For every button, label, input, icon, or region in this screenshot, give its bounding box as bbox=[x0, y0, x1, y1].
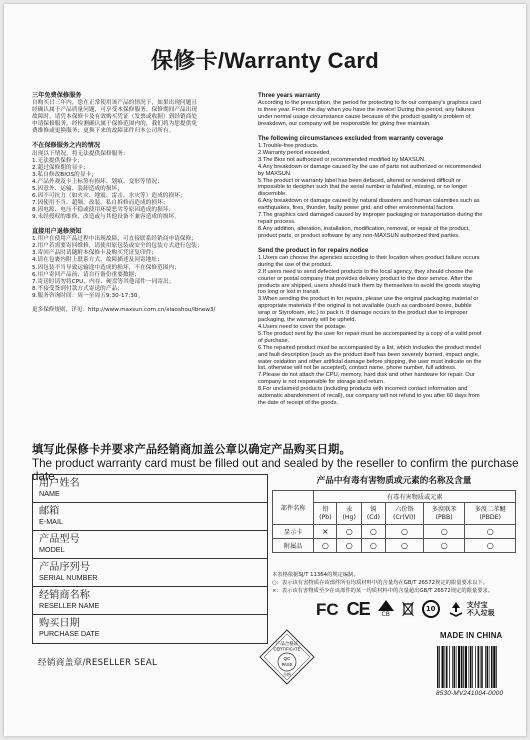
left_column-section bbox=[32, 142, 254, 221]
section-line: 费维修或更换服务；更换下来的故障部件归本公司所有。 bbox=[32, 128, 175, 135]
table-cell: ○ bbox=[465, 539, 516, 553]
barcode-bar bbox=[470, 646, 472, 688]
section-line: product parts, or product software by any non-MAXSUN authorized third parties. bbox=[258, 232, 460, 239]
section-line: 申请保修服务。经检测确认属于保修范围内的，我们将为您提供免 bbox=[32, 121, 198, 128]
section-line: 3.私自修改BIOS的显卡； bbox=[32, 171, 97, 178]
section-line: 9.服务咨询时间：周一至周五9:30-17:30。 bbox=[32, 292, 144, 299]
barcode-bar bbox=[449, 646, 450, 688]
section-line: under normal usage circumstance cause because of the product quality's problem of bbox=[258, 114, 471, 121]
section-line: 4.Any breakdown or damage caused by the use of parts not authorized or recommended bbox=[258, 163, 482, 170]
section-line: 5.The product or warranty label has been defaced, altered or rendered difficult or bbox=[258, 177, 461, 184]
section-line: list, otherwise will not be accepted), contact name, phone number, full address. bbox=[258, 365, 457, 372]
hazard-note: ○：表示该有害物质在该部件所有均质材料中的含量均在GB/T 26572规定的限量要求以下。 bbox=[272, 580, 489, 586]
recycle-logo: 支付宝 不入垃圾 bbox=[448, 601, 495, 617]
section-heading: 直接用户退修须知 bbox=[32, 228, 82, 236]
barcode-bar bbox=[493, 646, 495, 688]
left_column-section bbox=[32, 228, 254, 300]
section-line: 2.用户若需要寄回维修，请使用原包装或安全的包装方式进行包装； bbox=[32, 243, 203, 250]
field-label-cn: 产品序列号 bbox=[39, 562, 90, 573]
substance-header: 镉 (Cd) bbox=[361, 503, 385, 525]
english-terms bbox=[258, 92, 502, 414]
section-line: 5.The product sent by the user for repair must be accompanied by a copy of a valid proof bbox=[258, 330, 482, 337]
section-line: packaging, the warranty will be upheld. bbox=[258, 317, 357, 324]
barcode bbox=[436, 646, 518, 688]
substance-header: 多溴二苯醚 (PBDE) bbox=[465, 503, 516, 525]
section-line: impossible to decipher such that the serial number is falsified, missing, or no longer bbox=[258, 184, 468, 191]
form-field-name[interactable] bbox=[33, 475, 267, 503]
field-label-cn: 用户姓名 bbox=[39, 478, 80, 489]
section-line: According to the prescription, the period for protecting to fix our company's graphics card bbox=[258, 100, 482, 107]
form-field-model[interactable] bbox=[33, 531, 267, 559]
right_column-section bbox=[258, 92, 502, 128]
table-cell: ○ bbox=[337, 539, 361, 553]
hazard-notes bbox=[272, 571, 516, 595]
barcode-bar bbox=[461, 646, 463, 688]
section-line: by MAXSUN. bbox=[258, 170, 292, 177]
field-label-en: MODEL bbox=[39, 545, 65, 554]
section-line: repair process. bbox=[258, 219, 296, 225]
section-line: 1.用户在使用产品过程中出现故障，可直接联系经销商申请保修； bbox=[32, 236, 197, 243]
section-line: products are shipped, users should track them by themselves to avoid the goods staying bbox=[258, 282, 481, 289]
substance-header: 多溴联苯 (PBB) bbox=[424, 503, 465, 525]
section-line: 3.寄回产品时请随附本保修卡及购买凭证复印件； bbox=[32, 250, 158, 257]
warranty-website-link[interactable]: 更多保修规则，详见：http://www.maxsun.com.cn/xiaoshou/lbnew3/ bbox=[32, 306, 216, 313]
svg-text:PASS: PASS bbox=[281, 662, 293, 667]
weee-bin-icon bbox=[402, 601, 414, 617]
section-line: during the use of the product. bbox=[258, 261, 332, 268]
section-line: 3.When sending the product in for repairs, please use the original packaging material or bbox=[258, 296, 479, 303]
table-cell: ○ bbox=[361, 525, 385, 539]
reseller-seal-label: 经销商盖章/RESELLER SEAL bbox=[38, 658, 158, 668]
section-line: 2.超过保修期的显卡； bbox=[32, 164, 89, 171]
section-line: earthquakes, fires, thunder, faulty power grid, and other environmental factors. bbox=[258, 205, 455, 212]
section-line: 9.未经授权的维修、改造或与其他设备不兼容造成的损坏。 bbox=[32, 214, 180, 221]
fc-logo: FC bbox=[316, 599, 339, 619]
group-header: 有毒有害物质或元素 bbox=[314, 491, 516, 503]
section-line: 7.因使用不当、超频、改装、私自拆修而造成的损坏； bbox=[32, 199, 169, 206]
table-cell: ○ bbox=[337, 525, 361, 539]
hazard-table-title: 产品中有毒有害物质或元素的名称及含量 bbox=[316, 476, 472, 486]
barcode-bar bbox=[491, 646, 493, 688]
section-line: 8.For unclaimed products (including products with incorrect contact information and bbox=[258, 386, 468, 393]
ten-year-efup-icon: 10 bbox=[422, 600, 440, 618]
section-line: 6.因不可抗力（如火灾、地震、雷击、水灾等）造成的损坏； bbox=[32, 192, 186, 199]
barcode-bar bbox=[469, 646, 470, 688]
table-row: 附属品 ○ ○ ○ ○ ○ ○ bbox=[273, 539, 516, 553]
section-heading: 三年免费保修服务 bbox=[32, 92, 82, 99]
section-line: 1.Trouble-free products. bbox=[258, 143, 319, 150]
part-header: 部件名称 bbox=[273, 491, 314, 525]
section-line: 8.不接受货到付款方式寄送的产品； bbox=[32, 285, 123, 292]
hazard-note: 本表格依据SJ/T 11364的规定编制。 bbox=[272, 572, 359, 578]
section-line: 自购买日三年内，您在正常使用该产品的情况下，如果出现问题且 bbox=[32, 100, 198, 107]
cb-logo: CB bbox=[378, 600, 394, 618]
field-label-cn: 经销商名称 bbox=[39, 590, 90, 601]
barcode-bar bbox=[487, 646, 489, 688]
field-label-en: E-MAIL bbox=[39, 517, 63, 526]
substance-header: 六价铬 (Cr(VI)) bbox=[385, 503, 423, 525]
table-cell: ○ bbox=[361, 539, 385, 553]
barcode-bar bbox=[439, 646, 440, 688]
field-label-en: NAME bbox=[39, 489, 60, 498]
section-line: 6.Any breakdown or damage caused by natural disasters and human calamities such as bbox=[258, 198, 480, 205]
substance-header: 铅 (Pb) bbox=[314, 503, 337, 525]
barcode-number: 8530-MV241004-0000 bbox=[436, 690, 504, 697]
table-cell: ○ bbox=[385, 525, 423, 539]
form-field-serial-number[interactable] bbox=[33, 559, 267, 587]
barcode-bar bbox=[472, 646, 473, 688]
section-line: 7.Please do not attach the CPU, memory, hard disk and other hardware for repair. Our bbox=[258, 372, 475, 379]
field-label-en: PURCHASE DATE bbox=[39, 629, 100, 638]
table-row: 显示卡 × ○ ○ ○ ○ ○ bbox=[273, 525, 516, 539]
barcode-bar bbox=[481, 646, 483, 688]
field-label-cn: 产品型号 bbox=[39, 534, 80, 545]
certification-logos bbox=[316, 598, 495, 620]
section-line: 4.产品外观及卡上标签有损坏、划痕、变形等情况； bbox=[32, 178, 163, 185]
section-line: 6.用户寄回产品前，请自行备份重要数据； bbox=[32, 271, 141, 278]
section-line: 5.因包装不当导致运输途中造成的损坏，不在保修范围内； bbox=[32, 264, 180, 271]
triangle-icon bbox=[378, 600, 394, 611]
barcode-bar bbox=[463, 646, 464, 688]
section-line: discernible. bbox=[258, 191, 287, 198]
section-line: water oxidation and other artificial damage before shipping, the user must indicate on the bbox=[258, 358, 482, 365]
section-line: courier or postal company that provides delivery product to the door service. After the bbox=[258, 275, 473, 282]
section-line: automatic abandonment of recall), our company will not refund to you after 60 days from bbox=[258, 393, 480, 400]
left_column-section bbox=[32, 92, 254, 135]
right_column-section bbox=[258, 135, 502, 240]
section-line: appropriate materials if the original is not available (such as cardboard boxes, bubble bbox=[258, 303, 472, 310]
section-line: 3.The Bios not authorized or recommended modified by MAXSUN. bbox=[258, 156, 426, 163]
barcode-bar bbox=[458, 646, 460, 688]
section-line: 4.请在包裹内附上联系方式、故障描述及回寄地址； bbox=[32, 257, 163, 264]
form-field-purchase-date[interactable] bbox=[33, 615, 267, 643]
svg-text:QC: QC bbox=[283, 656, 291, 661]
section-line: 7.The graphics card damaged caused by improper packaging or transportation during the bbox=[258, 212, 483, 219]
section-line: the date of receipt of the goods. bbox=[258, 399, 338, 406]
field-label-en: SERIAL NUMBER bbox=[39, 573, 98, 582]
barcode-bar bbox=[442, 646, 444, 688]
table-cell: ○ bbox=[314, 539, 337, 553]
section-line: and fault description (such as the product itself has been severely burned, impact angle, bbox=[258, 351, 480, 358]
section-heading: The following circumstances excluded from warranty coverage bbox=[258, 134, 444, 142]
section-line: 8.Any addition, alteration, installation, modification, removal, or repair of the product, bbox=[258, 225, 470, 232]
section-line: 6.The repaired product must be accompanied by a list, which includes the product model bbox=[258, 344, 481, 351]
section-line: 1.Users can choose the agencies according to their location when product failure occurs bbox=[258, 254, 480, 261]
section-line: 8.因电源、电压不稳或使用环境恶劣等原因造成的损坏； bbox=[32, 207, 175, 214]
barcode-bar bbox=[480, 646, 481, 688]
section-line: 7.寄送时请勿将CPU、内存、硬盘等其他部件一同寄出； bbox=[32, 278, 175, 285]
table-cell: ○ bbox=[424, 525, 465, 539]
section-line: 故障时，请凭本保修卡及有效购买凭证（发票或收据）到经销商处 bbox=[32, 114, 198, 121]
field-label-cn: 购买日期 bbox=[39, 618, 80, 629]
section-line: company is not responsible for storage and return. bbox=[258, 379, 385, 386]
section-line: of purchase. bbox=[258, 337, 290, 344]
barcode-bar bbox=[454, 646, 456, 688]
table-cell: × bbox=[314, 525, 337, 539]
barcode-bar bbox=[478, 646, 480, 688]
section-line: wrap or Styrofoam, etc.) to pack it. If damage occurs to the product due to improper bbox=[258, 310, 468, 317]
hazard-note: ×：表示该有害物质至少在该部件的某一均质材料中的含量超出GB/T 26572规定的限量要求。 bbox=[272, 588, 494, 594]
section-heading: Send the product in for repairs notice bbox=[258, 246, 369, 254]
barcode-bar bbox=[485, 646, 486, 688]
field-label-en: RESELLER NAME bbox=[39, 601, 100, 610]
section-heading: Three years warranty bbox=[258, 92, 321, 99]
svg-text:合格: 合格 bbox=[283, 672, 291, 677]
barcode-bar bbox=[496, 646, 497, 688]
qc-pass-stamp bbox=[258, 628, 316, 686]
section-line: is three year. From the day when you have the invoice! During this period, any failures bbox=[258, 107, 475, 114]
section-line: breakdown, our company will be responsible for giving free maintain. bbox=[258, 120, 431, 127]
table-cell: ○ bbox=[424, 539, 465, 553]
page-title: 保修卡/Warranty Card bbox=[151, 48, 379, 73]
section-line: 5.因意外、运输、装卸造成的损坏； bbox=[32, 185, 123, 192]
notice-chinese: 填写此保修卡并要求产品经销商加盖公章以确定产品购买日期。 bbox=[32, 443, 351, 456]
section-line: 经确认属于产品质量问题，可享受本保修服务。保修期间产品出现 bbox=[32, 107, 198, 114]
barcode-bar bbox=[445, 646, 446, 688]
field-label-cn: 邮箱 bbox=[39, 506, 60, 517]
barcode-bar bbox=[452, 646, 453, 688]
barcode-bar bbox=[475, 646, 476, 688]
hazard-table bbox=[272, 490, 516, 553]
section-line: 1.无法提供保修卡； bbox=[32, 157, 84, 164]
substance-header: 汞 (Hg) bbox=[337, 503, 361, 525]
notice-english: The product warranty card must be filled out and sealed by the reseller to confirm the purchase date. bbox=[32, 457, 519, 483]
section-line: too long or lost in transit. bbox=[258, 289, 320, 296]
warranty-card bbox=[4, 4, 526, 736]
section-heading: 不在保修服务之内的情况 bbox=[32, 142, 101, 150]
barcode-bar bbox=[489, 646, 490, 688]
form-field-reseller-name[interactable] bbox=[33, 587, 267, 615]
recycle-icon bbox=[448, 601, 464, 617]
made-in-label: MADE IN CHINA bbox=[440, 631, 503, 640]
ce-logo: CE bbox=[346, 598, 370, 619]
svg-text:产品合格证: 产品合格证 bbox=[276, 642, 298, 647]
barcode-bar bbox=[465, 646, 467, 688]
warranty-form bbox=[32, 474, 268, 644]
table-cell: ○ bbox=[385, 539, 423, 553]
right_column-section bbox=[258, 247, 502, 407]
barcode-bar bbox=[446, 646, 448, 688]
barcode-bar bbox=[456, 646, 457, 688]
section-line: 出现以下情况，将无法提供保修服务： bbox=[32, 150, 129, 157]
svg-text:CERTIFICATE: CERTIFICATE bbox=[273, 646, 301, 652]
section-line: 2.If users need to send defected products to the local agency, they should choose the bbox=[258, 268, 473, 275]
section-line: 2.Warranty period exceeded. bbox=[258, 149, 331, 156]
chinese-terms bbox=[32, 92, 254, 314]
section-line: 4.Users need to cover the postage. bbox=[258, 323, 347, 330]
barcode-bar bbox=[437, 646, 439, 688]
form-field-e-mail[interactable] bbox=[33, 503, 267, 531]
table-cell: ○ bbox=[465, 525, 516, 539]
